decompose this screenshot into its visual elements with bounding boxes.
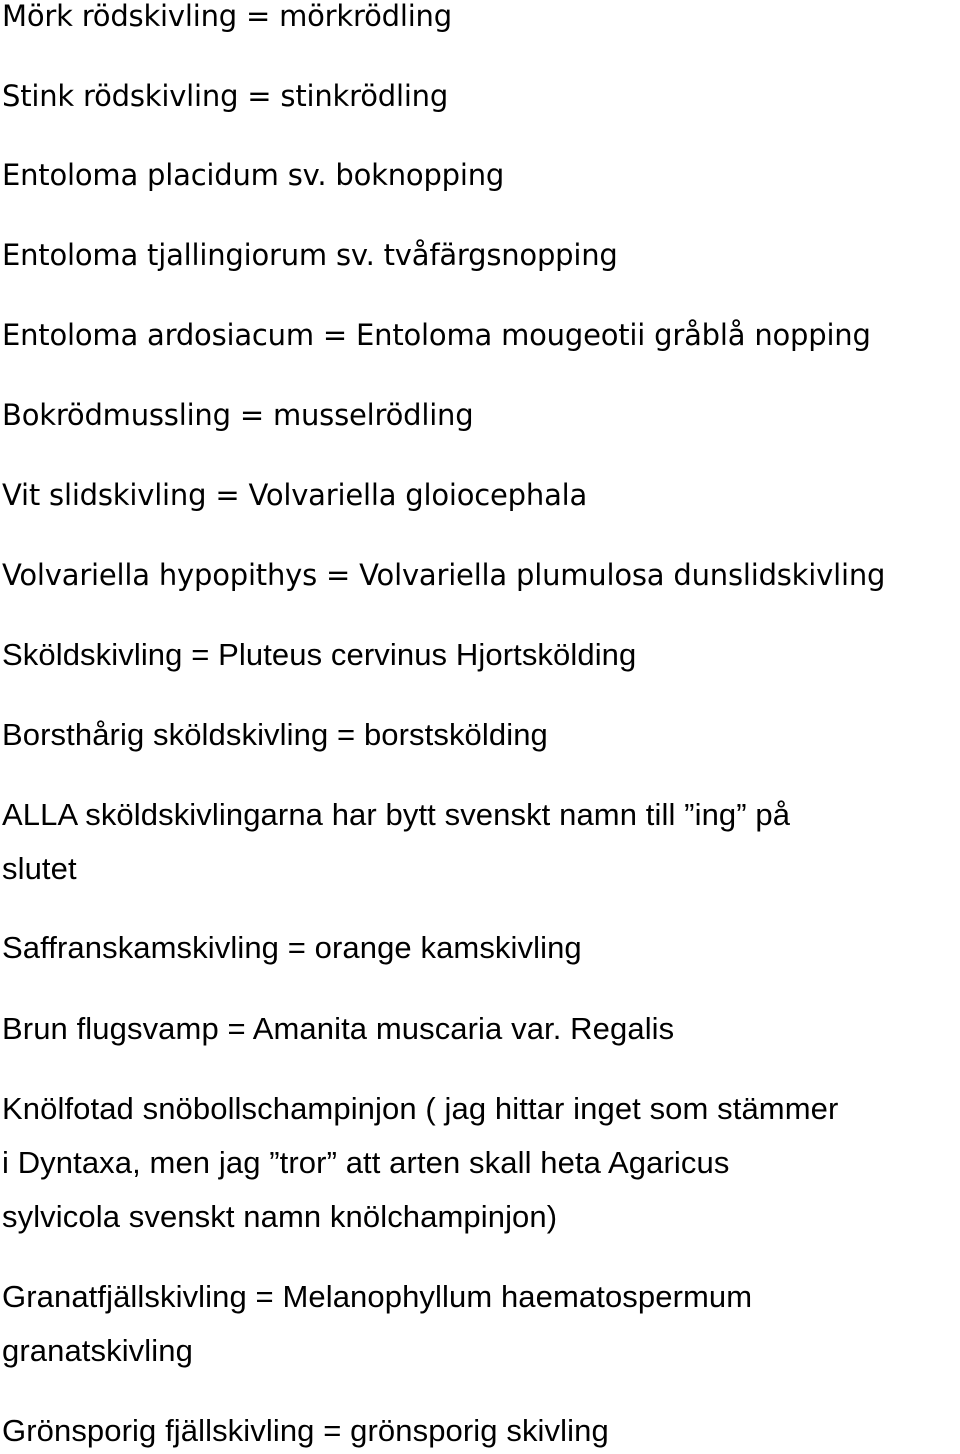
text-line-20: Grönsporig fjällskivling = grönsporig skivling xyxy=(2,1413,609,1448)
text-line-11: ALLA sköldskivlingarna har bytt svenskt namn till ”ing” på xyxy=(2,797,791,832)
text-line-6: Bokrödmussling = musselrödling xyxy=(2,398,474,432)
text-line-17: sylvicola svenskt namn knölchampinjon) xyxy=(2,1199,558,1234)
text-line-9: Sköldskivling = Pluteus cervinus Hjortskölding xyxy=(2,637,637,672)
text-line-1: Mörk rödskivling = mörkrödling xyxy=(2,0,452,33)
text-line-19: granatskivling xyxy=(2,1333,193,1368)
text-line-4: Entoloma tjallingiorum sv. tvåfärgsnopping xyxy=(2,238,618,272)
text-line-15: Knölfotad snöbollschampinjon ( jag hittar inget som stämmer xyxy=(2,1091,839,1126)
text-line-5: Entoloma ardosiacum = Entoloma mougeotii gråblå nopping xyxy=(2,318,871,352)
text-line-16: i Dyntaxa, men jag ”tror” att arten skall heta Agaricus xyxy=(2,1145,730,1180)
text-line-3: Entoloma placidum sv. boknopping xyxy=(2,158,505,192)
text-line-8: Volvariella hypopithys = Volvariella plumulosa dunslidskivling xyxy=(2,558,886,592)
text-line-13: Saffranskamskivling = orange kamskivling xyxy=(2,930,582,965)
text-line-7: Vit slidskivling = Volvariella gloiocephala xyxy=(2,478,588,512)
text-line-10: Borsthårig sköldskivling = borstskölding xyxy=(2,717,548,752)
text-line-2: Stink rödskivling = stinkrödling xyxy=(2,79,449,113)
text-line-18: Granatfjällskivling = Melanophyllum haematospermum xyxy=(2,1279,753,1314)
text-line-12: slutet xyxy=(2,851,77,886)
text-line-14: Brun flugsvamp = Amanita muscaria var. Regalis xyxy=(2,1011,675,1046)
